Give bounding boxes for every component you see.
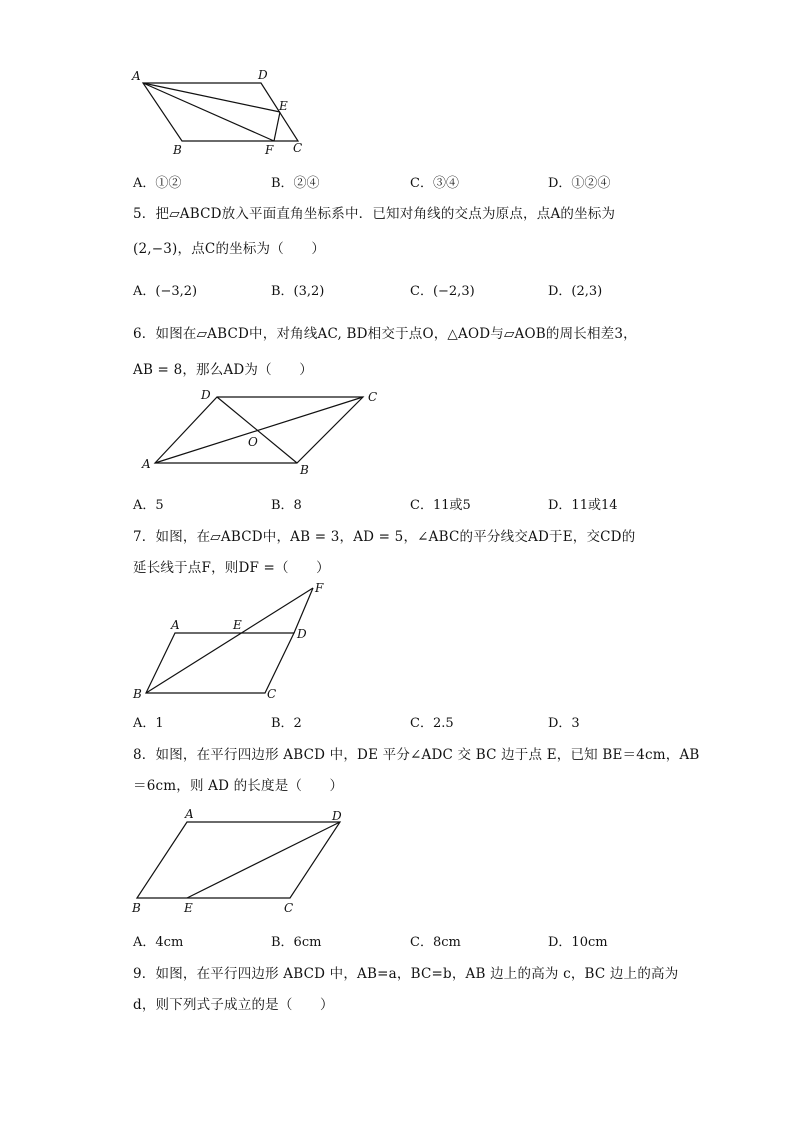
q8-option-c[interactable]: C．8cm xyxy=(410,935,461,950)
q9-stem-line2: d，则下列式子成立的是（ ） xyxy=(133,997,334,1013)
fig8-line-de xyxy=(187,822,340,898)
q4-option-a[interactable]: A．①② xyxy=(133,176,182,191)
q6-option-a[interactable]: A．5 xyxy=(133,498,164,513)
fig7-label-a: A xyxy=(171,618,180,632)
q7-option-d[interactable]: D．3 xyxy=(548,716,580,731)
q7-stem-line1: 7．如图，在▱ABCD中，AB = 3，AD = 5，∠ABC的平分线交AD于E，交CD的 xyxy=(133,529,636,545)
q7-option-b[interactable]: B．2 xyxy=(271,716,302,731)
fig8-parallelogram xyxy=(137,822,340,898)
fig7-label-d: D xyxy=(297,627,307,641)
fig7-label-b: B xyxy=(133,687,142,701)
q5-stem-line1: 5．把▱ABCD放入平面直角坐标系中．已知对角线的交点为原点，点A的坐标为 xyxy=(133,206,616,222)
fig7-label-e: E xyxy=(233,618,242,632)
fig6-label-b: B xyxy=(300,463,309,477)
fig6-label-c: C xyxy=(368,390,378,404)
q6-option-b[interactable]: B．8 xyxy=(271,498,302,513)
q5-option-d[interactable]: D．(2,3) xyxy=(548,284,603,299)
fig4-label-c: C xyxy=(293,141,303,155)
q4-option-d[interactable]: D．①②④ xyxy=(548,176,611,191)
fig8-label-b: B xyxy=(132,901,141,915)
fig8-label-c: C xyxy=(284,901,294,915)
fig6-label-d: D xyxy=(201,388,211,402)
fig8-label-a: A xyxy=(185,807,194,821)
q8-stem-line1: 8．如图，在平行四边形 ABCD 中，DE 平分∠ADC 交 BC 边于点 E，已知 BE＝4cm，AB xyxy=(133,747,700,763)
fig8-label-e: E xyxy=(184,901,193,915)
q7-stem-line2: 延长线于点F，则DF =（ ） xyxy=(133,560,330,576)
fig6-label-o: O xyxy=(248,435,258,449)
fig4-label-e: E xyxy=(279,99,288,113)
q6-option-c[interactable]: C．11或5 xyxy=(410,498,471,513)
q7-option-c[interactable]: C．2.5 xyxy=(410,716,454,731)
fig7-label-c: C xyxy=(267,687,277,701)
q8-option-d[interactable]: D．10cm xyxy=(548,935,608,950)
fig6-label-a: A xyxy=(142,457,151,471)
fig4-label-f: F xyxy=(265,143,274,157)
q8-option-b[interactable]: B．6cm xyxy=(271,935,322,950)
q5-option-a[interactable]: A．(−3,2) xyxy=(133,284,198,299)
q5-option-c[interactable]: C．(−2,3) xyxy=(410,284,475,299)
q4-option-b[interactable]: B．②④ xyxy=(271,176,320,191)
q6-option-d[interactable]: D．11或14 xyxy=(548,498,618,513)
q7-option-a[interactable]: A．1 xyxy=(133,716,164,731)
fig8-label-d: D xyxy=(332,809,342,823)
q5-option-b[interactable]: B．(3,2) xyxy=(271,284,325,299)
q8-option-a[interactable]: A．4cm xyxy=(133,935,184,950)
q9-stem-line1: 9．如图，在平行四边形 ABCD 中，AB=a，BC=b，AB 边上的高为 c，BC 边上的高为 xyxy=(133,966,679,982)
q6-stem-line1: 6．如图在▱ABCD中，对角线AC, BD相交于点O，△AOD与▱AOB的周长相差3， xyxy=(133,326,637,342)
q5-stem-line2: (2,−3)，点C的坐标为（ ） xyxy=(133,241,326,257)
q4-option-c[interactable]: C．③④ xyxy=(410,176,459,191)
fig4-label-d: D xyxy=(258,68,268,82)
fig4-label-a: A xyxy=(132,69,141,83)
q8-stem-line2: ＝6cm，则 AD 的长度是（ ） xyxy=(133,778,344,794)
fig4-label-b: B xyxy=(173,143,182,157)
q6-stem-line2: AB = 8，那么AD为（ ） xyxy=(133,362,313,378)
fig7-label-f: F xyxy=(315,581,324,595)
